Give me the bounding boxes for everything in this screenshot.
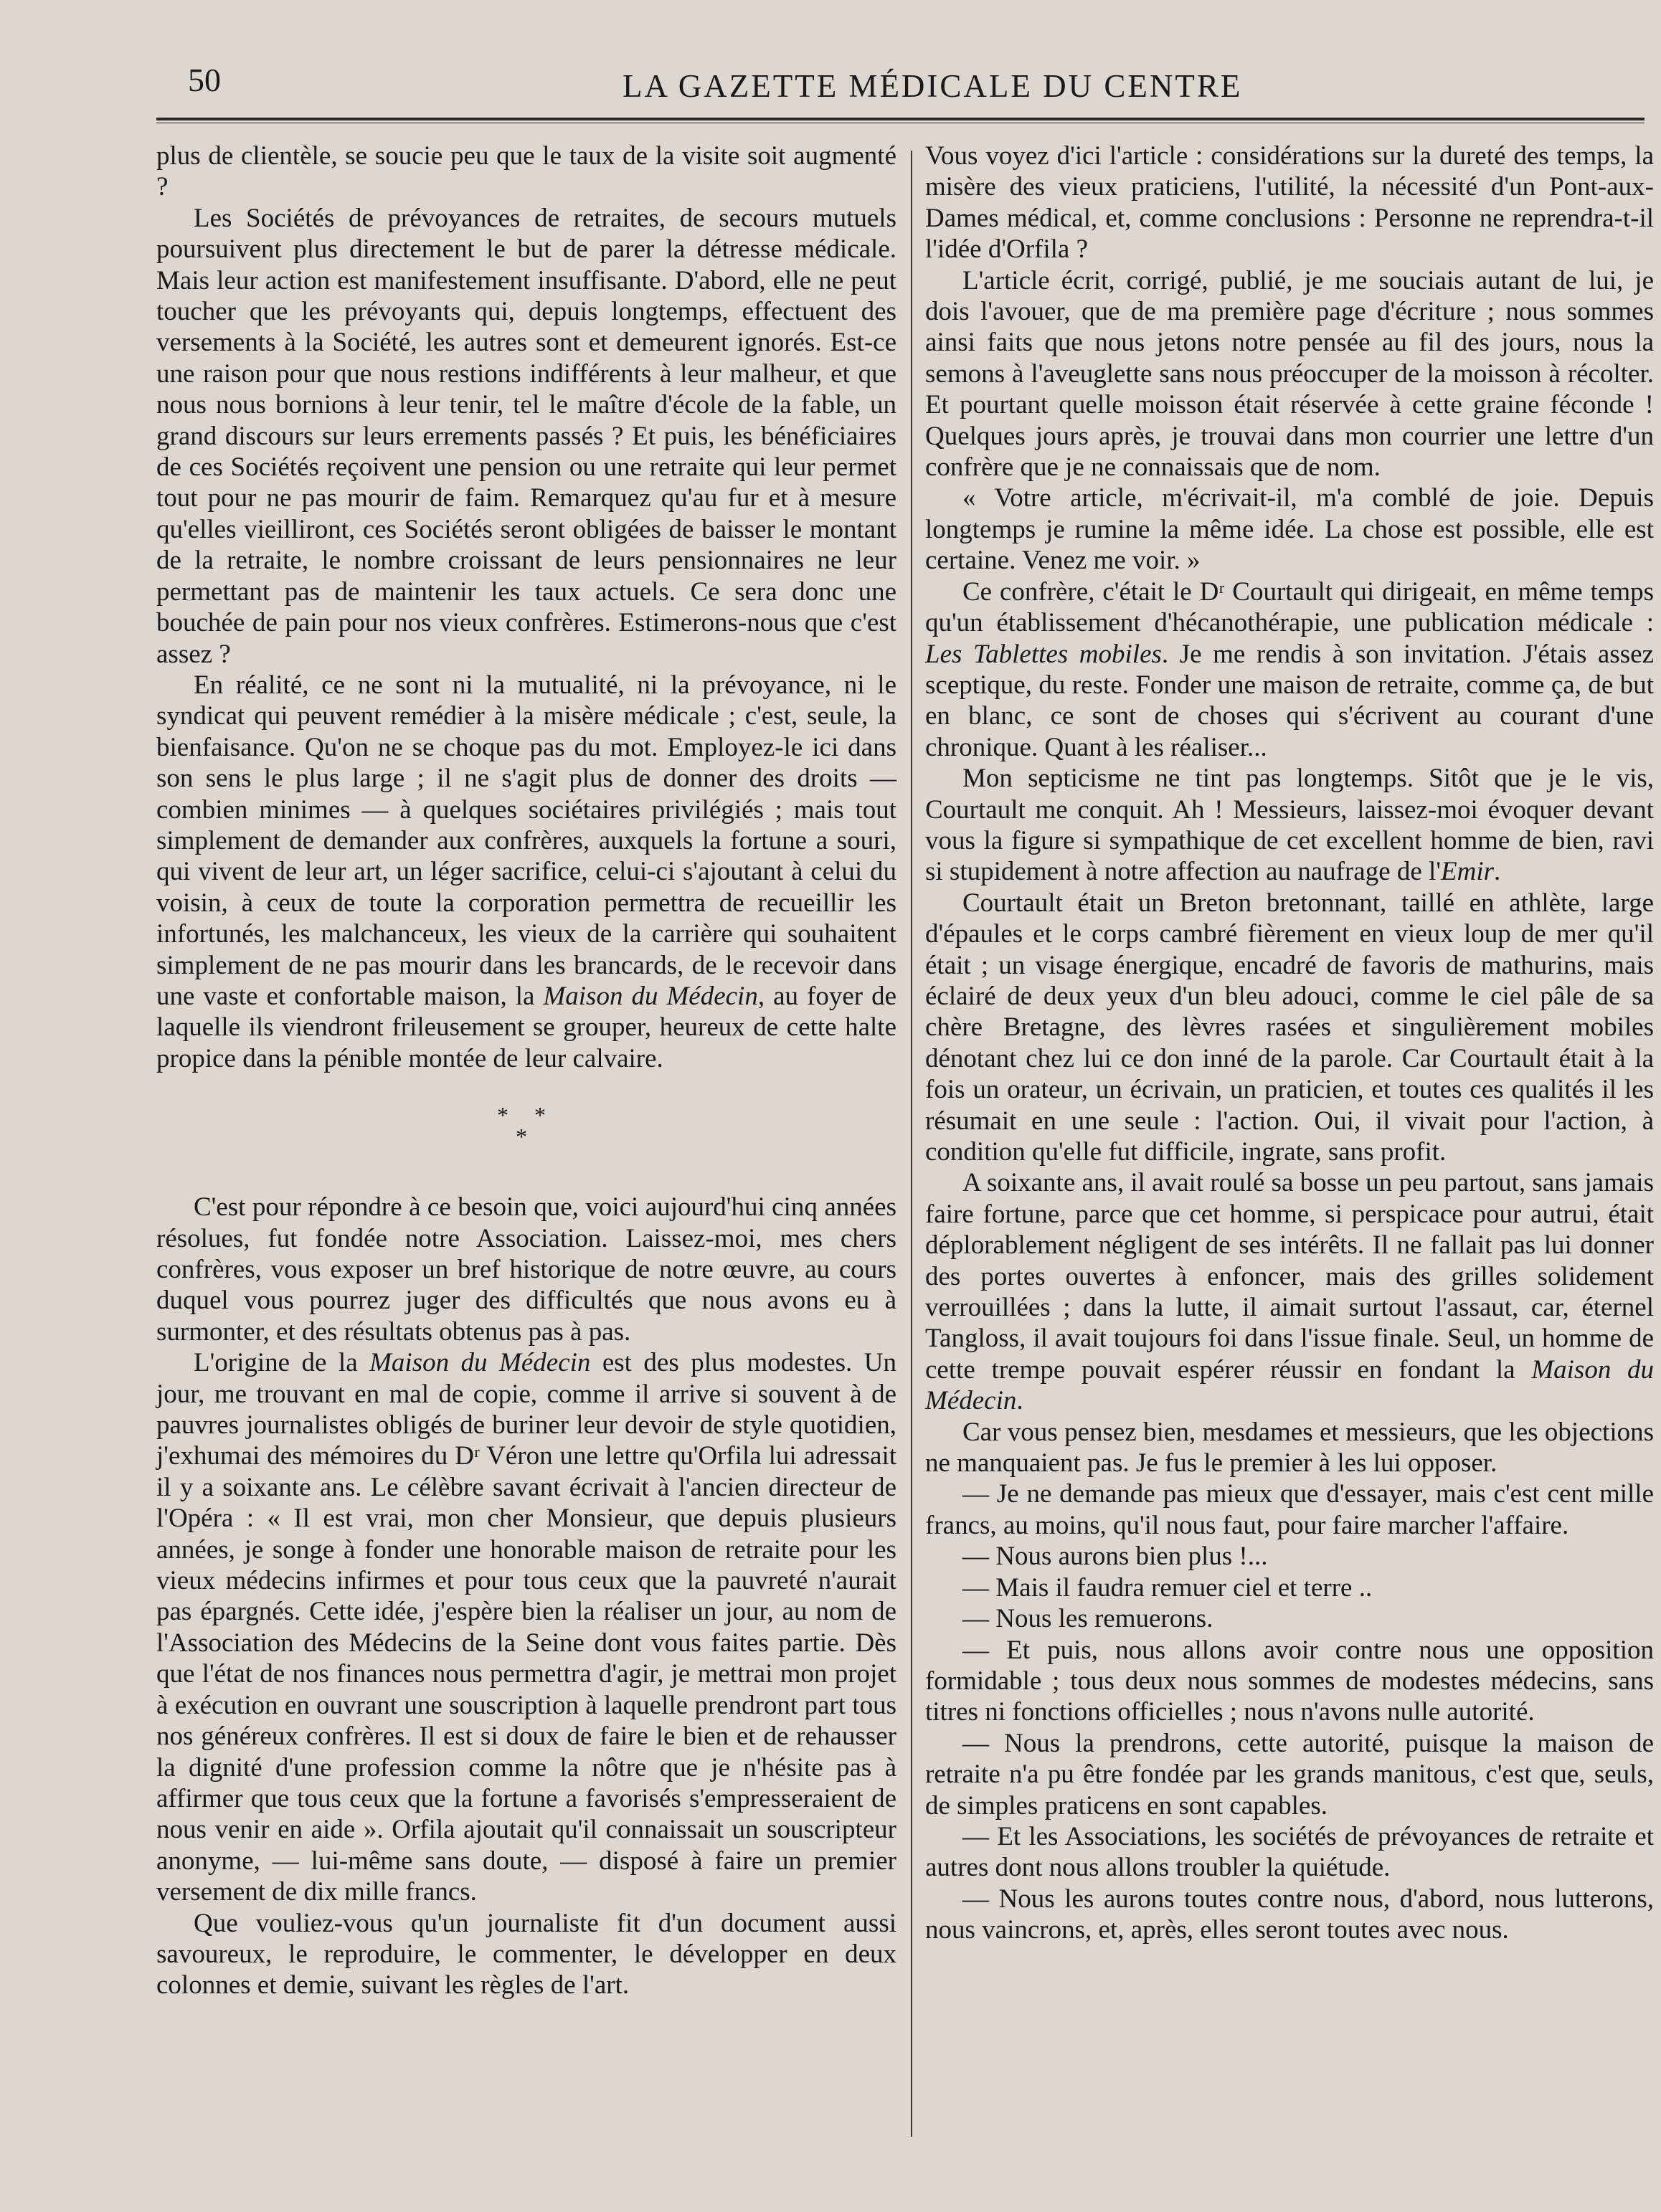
paragraph: C'est pour répondre à ce besoin que, voici aujourd'hui cinq années résolues, fut fondée notre Association. Laissez-moi, mes chers confrères, vous exposer un bref historique de notre œuvre, au cours duquel vous pourrez juger des difficultés que nous avons eu à surmonter, et des résultats obtenus pas à pas. bbox=[156, 1192, 896, 1347]
italic-title: Maison du Médecin bbox=[369, 1348, 591, 1378]
paragraph: A soixante ans, il avait roulé sa bosse un peu partout, sans jamais faire fortune, parce que cet homme, si perspicace pour autrui, était déplorablement négligent de ses intérêts. Il ne fallait pas lui donner des portes ouvertes à enfoncer, mais des grilles solidement verrouillées ; dans la lutte, il aimait surtout l'assaut, car, éternel Tangloss, il avait toujours foi dans l'issue finale. Seul, un homme de cette trempe pouvait espérer réussir en fondant la Maison du Médecin. bbox=[925, 1168, 1655, 1416]
paragraph: Car vous pensez bien, mesdames et messieurs, que les objections ne manquaient pas. Je fus le premier à les lui opposer. bbox=[925, 1417, 1654, 1478]
dialogue-line: — Nous les aurons toutes contre nous, d'abord, nous lutterons, nous vaincrons, et, après, elles seront toutes avec nous. bbox=[925, 1884, 1654, 1945]
paragraph: L'origine de la Maison du Médecin est des plus modestes. Un jour, me trouvant en mal de copie, comme il arrive si souvent à de pauvres journalistes obligés de buriner leur devoir de style quotidien, j'exhumai des mémoires du Dʳ Véron une lettre qu'Orfila lui adressait il y a soixante ans. Le célèbre savant écrivait à l'ancien directeur de l'Opéra : « Il est vrai, mon cher Monsieur, que depuis plusieurs années, je songe à fonder une honorable maison de retraite pour les vieux médecins infirmes et pour tous ceux que la pauvreté n'aurait pas épargnés. Cette idée, j'espère bien la réaliser un jour, au nom de l'Association des Médecins de la Seine dont vous faites partie. Dès que l'état de nos finances nous permettra d'agir, je mettrai mon projet à exécution en ouvrant une souscription à laquelle prendront part tous nos généreux confrères. Il est si doux de faire le bien et de rehausser la dignité d'une profession comme la nôtre que je n'hésite pas à affirmer que tous ceux que la fortune a favorisés s'empresseraient de nous venir en aide ». Orfila ajoutait qu'il connaissait un souscripteur anonyme, — lui-même sans doute, — disposé à faire un premier versement de dix mille francs. bbox=[156, 1348, 896, 1907]
dialogue-line: — Je ne demande pas mieux que d'essayer, mais c'est cent mille francs, au moins, qu'il nous faut, pour faire marcher l'affaire. bbox=[925, 1479, 1654, 1540]
paragraph: Vous voyez d'ici l'article : considérations sur la dureté des temps, la misère des vieux praticiens, l'utilité, la nécessité d'un Pont-aux-Dames médical, et, comme conclusions : Personne ne reprendra-t-il l'idée d'Orfila ? bbox=[925, 141, 1654, 265]
section-separator: * * * bbox=[497, 1102, 556, 1150]
column-divider bbox=[911, 151, 912, 2137]
running-title: LA GAZETTE MÉDICALE DU CENTRE bbox=[623, 68, 1243, 104]
paragraph: Mon septicisme ne tint pas longtemps. Sitôt que je le vis, Courtault me conquit. Ah ! Messieurs, laissez-moi évoquer devant vous la figure si sympathique de cet excellent homme de bien, ravi si stupidement à notre affection au naufrage de l'Emir. bbox=[925, 764, 1654, 887]
italic-title: Maison du Médecin bbox=[925, 1354, 1655, 1416]
dialogue-line: — Nous aurons bien plus !... bbox=[962, 1542, 1268, 1572]
dialogue-line: — Et puis, nous allons avoir contre nous une opposition formidable ; tous deux nous sommes de modestes médecins, sans titres ni fonctions officielles ; nous n'avons nulle autorité. bbox=[925, 1635, 1654, 1727]
paragraph: Courtault était un Breton bretonnant, taillé en athlète, large d'épaules et le corps cambré fièrement en vieux loup de mer qu'il était ; un visage énergique, encadré de favoris de mathurins, mais éclairé de deux yeux d'un bleu adouci, comme le ciel pâle de sa chère Bretagne, des lèvres rasées et singulièrement mobiles dénotant chez lui ce don inné de la parole. Car Courtault était à la fois un orateur, un écrivain, un praticien, et toutes ces qualités il les résumait en une seule : l'action. Oui, il vivait pour l'action, à condition qu'elle fut difficile, ingrate, sans profit. bbox=[925, 888, 1654, 1167]
paragraph: « Votre article, m'écrivait-il, m'a comblé de joie. Depuis longtemps je rumine la même idée. La chose est possible, elle est certaine. Venez me voir. » bbox=[925, 483, 1654, 576]
left-column bbox=[156, 141, 896, 2001]
right-column bbox=[925, 141, 1654, 1946]
page-number: 50 bbox=[188, 62, 221, 98]
paragraph: L'article écrit, corrigé, publié, je me souciais autant de lui, je dois l'avouer, que de ma première page d'écriture ; nous sommes ainsi faits que nous jetons notre pensée au fil des jours, nous la semons à l'aveuglette sans nous préoccuper de la moisson à récolter. Et pourtant quelle moisson était réservée à cette graine féconde ! Quelques jours après, je trouvai dans mon courrier une lettre d'un confrère que je ne connaissais que de nom. bbox=[925, 265, 1654, 483]
dialogue-line: — Et les Associations, les sociétés de prévoyances de retraite et autres dont nous allons troubler la quiétude. bbox=[925, 1821, 1654, 1883]
dialogue-line: — Nous les remuerons. bbox=[962, 1604, 1213, 1634]
paragraph: En réalité, ce ne sont ni la mutualité, ni la prévoyance, ni le syndicat qui peuvent remédier à la misère médicale ; c'est, seule, la bienfaisance. Qu'on ne se choque pas du mot. Employez-le ici dans son sens le plus large ; il ne s'agit plus de donner des droits — combien minimes — à quelques sociétaires privilégiés ; mais tout simplement de demander aux confrères, auxquels la fortune a souri, qui vivent de leur art, un léger sacrifice, celui-ci s'ajoutant à celui du voisin, à ceux de toute la corporation permettra de recueillir les infortunés, les malchanceux, les vieux de la carrière qui souhaitent simplement de ne pas mourir dans les brancards, de le recevoir dans une vaste et confortable maison, la Maison du Médecin, au foyer de laquelle ils viendront frileusement se grouper, heureux de cette halte propice dans la pénible montée de leur calvaire. bbox=[156, 670, 896, 1073]
dialogue-line: — Nous la prendrons, cette autorité, puisque la maison de retraite n'a pu être fondée par les grands manitous, c'est que, seuls, de simples praticens en sont capables. bbox=[925, 1728, 1654, 1821]
paragraph: Ce confrère, c'était le Dʳ Courtault qui dirigeait, en même temps qu'un établissement d'hécanothérapie, une publication médicale : Les Tablettes mobiles. Je me rendis à son invitation. J'étais assez sceptique, du reste. Fonder une maison de retraite, comme ça, de but en blanc, ce sont de choses qui s'écrivent au courant d'une chronique. Quant à les réaliser... bbox=[925, 576, 1654, 762]
paragraph: Les Sociétés de prévoyances de retraites, de secours mutuels poursuivent plus directement le but de parer la détresse médicale. Mais leur action est manifestement insuffisante. D'abord, elle ne peut toucher que les prévoyants qui, depuis longtemps, effectuent des versements à la Société, les autres sont et demeurent ignorés. Est-ce une raison pour que nous restions indifférents à leur malheur, et que nous nous bornions à leur tenir, tel le maître d'école de la fable, un grand discours sur leurs errements passés ? Et puis, les bénéficiaires de ces Sociétés reçoivent une pension ou une retraite qui leur permet tout pour ne pas mourir de faim. Remarquez qu'au fur et à mesure qu'elles vieilliront, ces Sociétés seront obligées de baisser le montant de la retraite, le nombre croissant de leurs pensionnaires ne leur permettant pas de maintenir les taux actuels. Ce sera donc une bouchée de pain pour nos vieux confrères. Estimerons-nous que c'est assez ? bbox=[156, 203, 896, 669]
paragraph: plus de clientèle, se soucie peu que le taux de la visite soit augmenté ? bbox=[156, 141, 896, 202]
italic-title: Les Tablettes mobiles bbox=[925, 639, 1162, 669]
italic-title: Maison du Médecin bbox=[543, 981, 758, 1011]
italic-title: Emir bbox=[1441, 857, 1494, 887]
paragraph: Que vouliez-vous qu'un journaliste fit d'un document aussi savoureux, le reproduire, le commenter, le développer en deux colonnes et demie, suivant les règles de l'art. bbox=[156, 1908, 896, 2000]
header-rule bbox=[156, 118, 1645, 123]
dialogue-line: — Mais il faudra remuer ciel et terre .. bbox=[962, 1572, 1373, 1603]
